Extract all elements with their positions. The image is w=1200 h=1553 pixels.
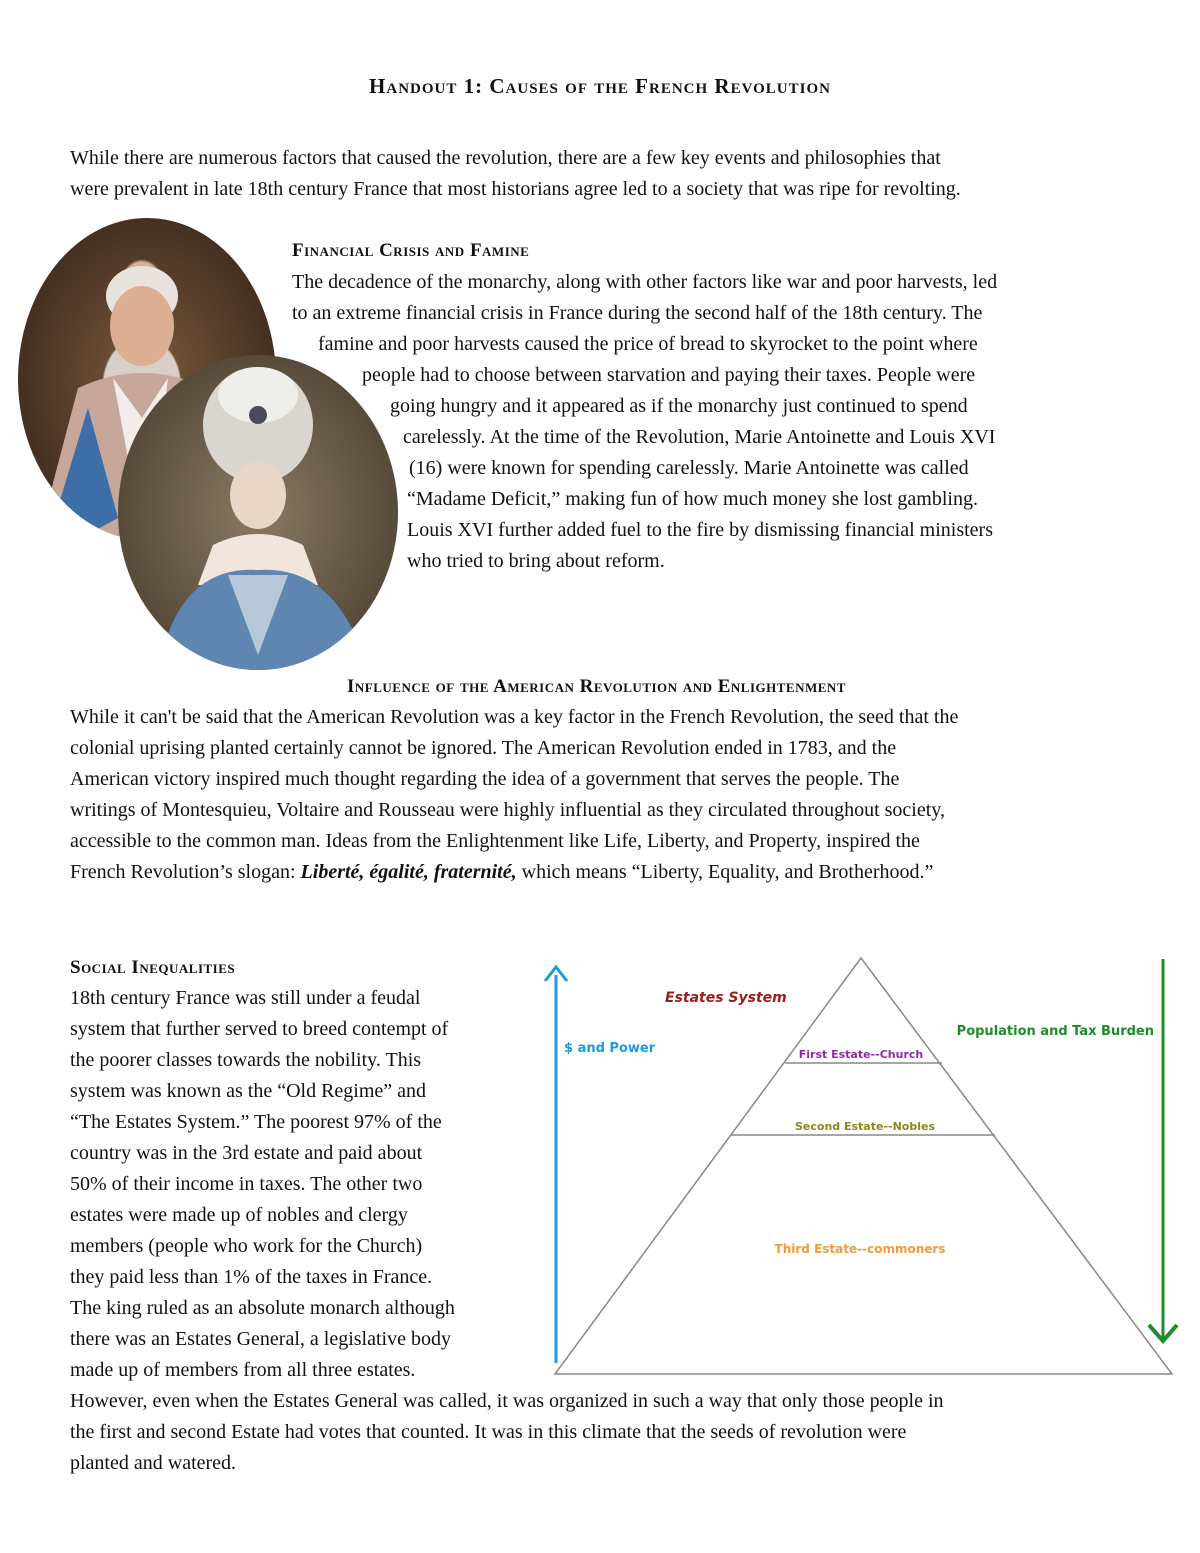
social-line: made up of members from all three estates. xyxy=(70,1359,416,1381)
american-heading: Influence of the American Revolution and Enlightenment xyxy=(347,676,846,697)
social-line: system that further served to breed contempt of xyxy=(70,1018,449,1040)
financial-line-0: The decadence of the monarchy, along with other factors like war and poor harvests, led xyxy=(292,271,998,293)
intro-line: were prevalent in late 18th century France that most historians agree led to a society that was ripe for revolting. xyxy=(70,178,961,200)
portrait-marie-antoinette xyxy=(118,355,398,670)
tax-burden-label: Population and Tax Burden xyxy=(956,1024,1154,1039)
slogan: Liberté, égalité, fraternité, xyxy=(300,861,517,883)
tier-first-estate: First Estate--Church xyxy=(798,1048,924,1061)
financial-line-4: going hungry and it appeared as if the monarchy just continued to spend xyxy=(390,395,968,417)
title-main: Causes of the French Revolution xyxy=(489,74,831,98)
marie-antoinette-figure xyxy=(118,355,398,670)
social-line: the first and second Estate had votes that counted. It was in this climate that the seeds of revolution were xyxy=(70,1421,907,1443)
financial-line-3: people had to choose between starvation and paying their taxes. People were xyxy=(362,364,976,386)
power-label: $ and Power xyxy=(564,1041,656,1056)
social-line: The king ruled as an absolute monarch although xyxy=(70,1297,455,1319)
title-prefix: Handout 1: xyxy=(369,74,490,98)
diagram-title: Estates System xyxy=(665,990,787,1006)
american-line: writings of Montesquieu, Voltaire and Rousseau were highly influential as they circulated throughout society, xyxy=(70,799,945,821)
tier-third-estate: Third Estate--commoners xyxy=(774,1242,946,1256)
social-line: planted and watered. xyxy=(70,1452,237,1474)
social-line: the poorer classes towards the nobility. This xyxy=(70,1049,422,1071)
financial-line-2: famine and poor harvests caused the price of bread to skyrocket to the point where xyxy=(318,333,978,355)
social-line: estates were made up of nobles and clergy xyxy=(70,1204,408,1226)
financial-line-6: (16) were known for spending carelessly. Marie Antoinette was called xyxy=(409,457,969,479)
social-line: 50% of their income in taxes. The other two xyxy=(70,1173,423,1195)
financial-line-1: to an extreme financial crisis in France during the second half of the 18th century. The xyxy=(292,302,983,324)
slogan-intro: French Revolution’s slogan: xyxy=(70,861,301,883)
social-line: country was in the 3rd estate and paid about xyxy=(70,1142,423,1164)
tier-second-estate: Second Estate--Nobles xyxy=(794,1120,936,1133)
slogan-meaning: which means “Liberty, Equality, and Brotherhood.” xyxy=(516,861,934,883)
american-line: While it can't be said that the American Revolution was a key factor in the French Revolution, the seed that the xyxy=(70,706,959,728)
pyramid-outline xyxy=(555,958,1172,1374)
social-line: “The Estates System.” The poorest 97% of the xyxy=(70,1111,442,1133)
american-last-line xyxy=(70,857,958,888)
american-line: accessible to the common man. Ideas from the Enlightenment like Life, Liberty, and Property, inspired the xyxy=(70,830,920,852)
american-line: American victory inspired much thought regarding the idea of a government that serves the people. The xyxy=(70,768,900,790)
page-title xyxy=(0,74,1200,99)
american-line: colonial uprising planted certainly cannot be ignored. The American Revolution ended in 1783, and the xyxy=(70,737,897,759)
social-line: they paid less than 1% of the taxes in France. xyxy=(70,1266,433,1288)
social-line: there was an Estates General, a legislative body xyxy=(70,1328,451,1350)
social-line: However, even when the Estates General was called, it was organized in such a way that only those people in xyxy=(70,1390,944,1412)
american-paragraph xyxy=(70,702,958,888)
financial-line-5: carelessly. At the time of the Revolution, Marie Antoinette and Louis XVI xyxy=(403,426,996,448)
social-line: system was known as the “Old Regime” and xyxy=(70,1080,427,1102)
intro-paragraph xyxy=(70,143,961,205)
estates-pyramid-diagram xyxy=(540,945,1180,1385)
financial-heading: Financial Crisis and Famine xyxy=(292,240,530,261)
financial-line-7: “Madame Deficit,” making fun of how much money she lost gambling. xyxy=(407,488,978,510)
social-line: 18th century France was still under a feudal xyxy=(70,987,421,1009)
social-line: members (people who work for the Church) xyxy=(70,1235,423,1257)
financial-line-9: who tried to bring about reform. xyxy=(407,550,665,572)
financial-line-8: Louis XVI further added fuel to the fire by dismissing financial ministers xyxy=(407,519,993,541)
social-heading: Social Inequalities xyxy=(70,957,236,978)
intro-line: While there are numerous factors that caused the revolution, there are a few key events and philosophies that xyxy=(70,147,941,169)
